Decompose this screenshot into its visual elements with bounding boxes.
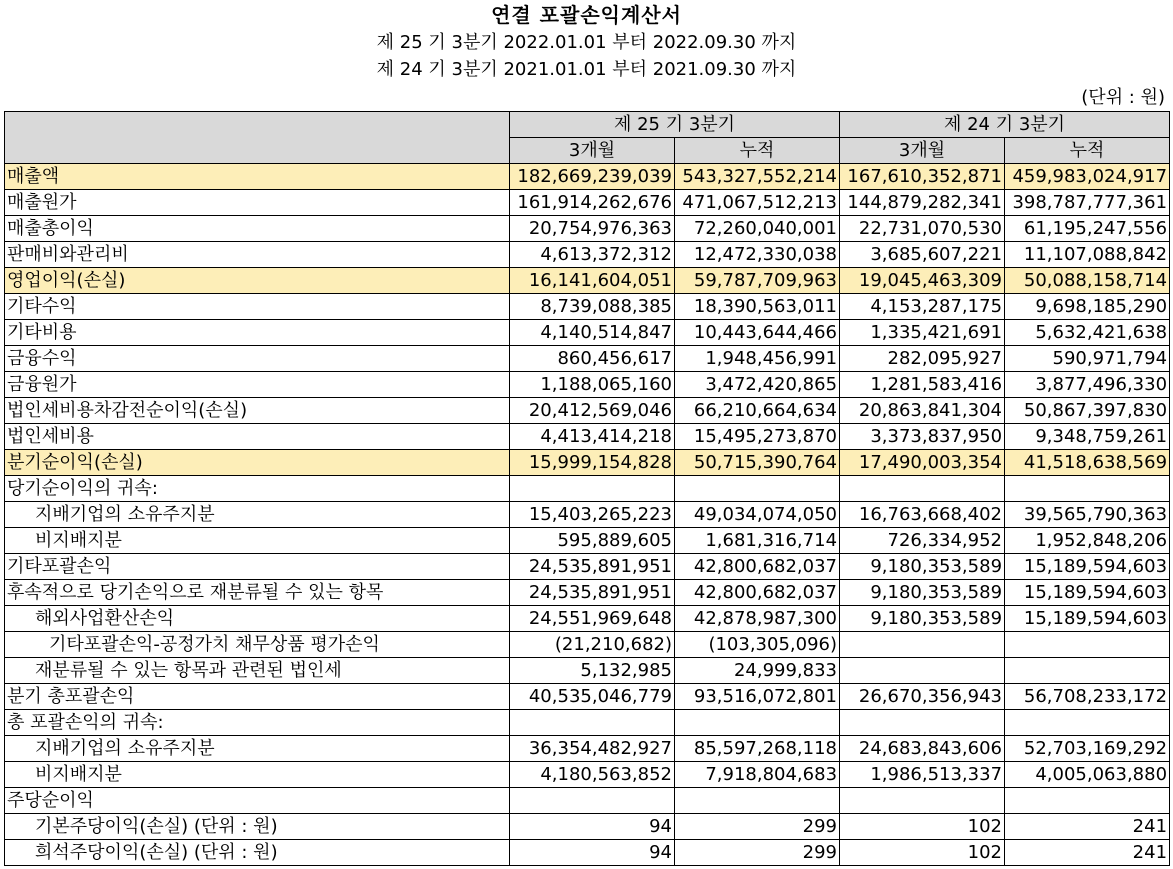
value-prior-3m: 1,986,513,337 [840, 762, 1005, 788]
value-current-cum: 299 [675, 814, 840, 840]
row-label: 총 포괄손익의 귀속: [5, 710, 510, 736]
row-label: 금융원가 [5, 372, 510, 398]
value-prior-cum: 15,189,594,603 [1005, 606, 1170, 632]
value-current-cum: 72,260,040,001 [675, 216, 840, 242]
value-current-cum: 3,472,420,865 [675, 372, 840, 398]
header-current-period: 제 25 기 3분기 [510, 112, 840, 138]
value-current-cum: (103,305,096) [675, 632, 840, 658]
value-current-3m: 4,613,372,312 [510, 242, 675, 268]
value-current-cum: 85,597,268,118 [675, 736, 840, 762]
row-label: 해외사업환산손익 [5, 606, 510, 632]
value-prior-cum: 39,565,790,363 [1005, 502, 1170, 528]
row-label: 법인세비용차감전순이익(손실) [5, 398, 510, 424]
table-row [5, 632, 1170, 658]
row-label: 법인세비용 [5, 424, 510, 450]
table-row [5, 606, 1170, 632]
value-prior-3m: 726,334,952 [840, 528, 1005, 554]
value-prior-3m: 19,045,463,309 [840, 268, 1005, 294]
value-current-cum: 49,034,074,050 [675, 502, 840, 528]
value-current-cum: 24,999,833 [675, 658, 840, 684]
value-prior-cum: 15,189,594,603 [1005, 554, 1170, 580]
value-current-3m: 24,551,969,648 [510, 606, 675, 632]
value-current-3m: 860,456,617 [510, 346, 675, 372]
table-row [5, 190, 1170, 216]
value-prior-cum: 4,005,063,880 [1005, 762, 1170, 788]
table-row [5, 372, 1170, 398]
row-label: 후속적으로 당기손익으로 재분류될 수 있는 항목 [5, 580, 510, 606]
value-current-3m: 5,132,985 [510, 658, 675, 684]
header-prior-cum: 누적 [1005, 138, 1170, 164]
value-current-3m: 24,535,891,951 [510, 554, 675, 580]
table-row [5, 476, 1170, 502]
value-current-cum: 10,443,644,466 [675, 320, 840, 346]
table-row [5, 528, 1170, 554]
row-label: 기본주당이익(손실) (단위 : 원) [5, 814, 510, 840]
value-current-3m: 16,141,604,051 [510, 268, 675, 294]
value-current-cum: 7,918,804,683 [675, 762, 840, 788]
value-current-cum: 42,878,987,300 [675, 606, 840, 632]
value-current-3m: 4,140,514,847 [510, 320, 675, 346]
value-current-cum: 15,495,273,870 [675, 424, 840, 450]
value-current-3m: 595,889,605 [510, 528, 675, 554]
row-label: 분기 총포괄손익 [5, 684, 510, 710]
row-label: 비지배지분 [5, 762, 510, 788]
row-label: 기타포괄손익 [5, 554, 510, 580]
table-row [5, 710, 1170, 736]
value-prior-3m: 1,281,583,416 [840, 372, 1005, 398]
value-current-cum: 299 [675, 840, 840, 866]
table-row [5, 788, 1170, 814]
row-label: 지배기업의 소유주지분 [5, 502, 510, 528]
value-prior-cum: 459,983,024,917 [1005, 164, 1170, 190]
value-current-3m: 15,403,265,223 [510, 502, 675, 528]
table-row [5, 658, 1170, 684]
value-prior-3m: 282,095,927 [840, 346, 1005, 372]
value-current-3m: 20,754,976,363 [510, 216, 675, 242]
value-prior-cum: 15,189,594,603 [1005, 580, 1170, 606]
value-prior-3m [840, 632, 1005, 658]
header-row-1 [5, 112, 1170, 138]
value-current-3m: 1,188,065,160 [510, 372, 675, 398]
value-current-cum: 93,516,072,801 [675, 684, 840, 710]
value-prior-3m: 3,685,607,221 [840, 242, 1005, 268]
value-prior-3m: 144,879,282,341 [840, 190, 1005, 216]
value-prior-cum [1005, 632, 1170, 658]
value-current-3m: 4,413,414,218 [510, 424, 675, 450]
row-label: 매출액 [5, 164, 510, 190]
row-label: 판매비와관리비 [5, 242, 510, 268]
table-row [5, 762, 1170, 788]
value-prior-cum: 41,518,638,569 [1005, 450, 1170, 476]
value-prior-cum: 5,632,421,638 [1005, 320, 1170, 346]
table-row [5, 736, 1170, 762]
income-statement-table [4, 111, 1170, 866]
value-prior-3m: 17,490,003,354 [840, 450, 1005, 476]
value-prior-cum [1005, 788, 1170, 814]
value-prior-3m: 20,863,841,304 [840, 398, 1005, 424]
header-current-cum: 누적 [675, 138, 840, 164]
value-prior-cum: 9,698,185,290 [1005, 294, 1170, 320]
value-current-3m: 94 [510, 840, 675, 866]
value-current-3m: 36,354,482,927 [510, 736, 675, 762]
value-current-3m [510, 476, 675, 502]
value-current-cum: 50,715,390,764 [675, 450, 840, 476]
table-row [5, 450, 1170, 476]
table-row [5, 554, 1170, 580]
value-current-3m: 15,999,154,828 [510, 450, 675, 476]
table-body [5, 164, 1170, 866]
value-prior-cum: 9,348,759,261 [1005, 424, 1170, 450]
table-row [5, 424, 1170, 450]
value-prior-3m: 167,610,352,871 [840, 164, 1005, 190]
value-prior-cum [1005, 710, 1170, 736]
value-current-cum [675, 476, 840, 502]
row-label: 주당순이익 [5, 788, 510, 814]
value-prior-cum: 11,107,088,842 [1005, 242, 1170, 268]
value-current-3m: 24,535,891,951 [510, 580, 675, 606]
value-current-3m [510, 788, 675, 814]
table-row [5, 346, 1170, 372]
value-prior-3m: 24,683,843,606 [840, 736, 1005, 762]
row-label: 매출원가 [5, 190, 510, 216]
value-prior-cum [1005, 658, 1170, 684]
value-prior-cum: 56,708,233,172 [1005, 684, 1170, 710]
value-prior-3m [840, 788, 1005, 814]
value-prior-cum: 50,867,397,830 [1005, 398, 1170, 424]
value-prior-cum: 398,787,777,361 [1005, 190, 1170, 216]
row-label: 기타비용 [5, 320, 510, 346]
value-current-cum: 471,067,512,213 [675, 190, 840, 216]
value-current-3m: 94 [510, 814, 675, 840]
row-label: 영업이익(손실) [5, 268, 510, 294]
table-row [5, 840, 1170, 866]
value-current-cum: 59,787,709,963 [675, 268, 840, 294]
value-current-cum: 18,390,563,011 [675, 294, 840, 320]
value-prior-3m: 4,153,287,175 [840, 294, 1005, 320]
value-prior-3m: 102 [840, 814, 1005, 840]
value-current-cum: 66,210,664,634 [675, 398, 840, 424]
table-row [5, 294, 1170, 320]
value-prior-cum: 590,971,794 [1005, 346, 1170, 372]
row-label: 매출총이익 [5, 216, 510, 242]
header-current-3m: 3개월 [510, 138, 675, 164]
table-row [5, 580, 1170, 606]
header-prior-3m: 3개월 [840, 138, 1005, 164]
value-current-3m: 161,914,262,676 [510, 190, 675, 216]
value-current-3m: 20,412,569,046 [510, 398, 675, 424]
row-label: 당기순이익의 귀속: [5, 476, 510, 502]
value-current-3m: 182,669,239,039 [510, 164, 675, 190]
value-prior-3m [840, 658, 1005, 684]
value-prior-3m: 102 [840, 840, 1005, 866]
value-current-3m: 40,535,046,779 [510, 684, 675, 710]
table-row [5, 320, 1170, 346]
value-prior-cum: 241 [1005, 840, 1170, 866]
value-current-3m: 4,180,563,852 [510, 762, 675, 788]
value-prior-cum: 3,877,496,330 [1005, 372, 1170, 398]
value-prior-3m: 1,335,421,691 [840, 320, 1005, 346]
value-prior-cum: 50,088,158,714 [1005, 268, 1170, 294]
table-row [5, 164, 1170, 190]
row-label: 분기순이익(손실) [5, 450, 510, 476]
table-row [5, 684, 1170, 710]
value-prior-cum: 1,952,848,206 [1005, 528, 1170, 554]
row-label: 비지배지분 [5, 528, 510, 554]
row-label: 희석주당이익(손실) (단위 : 원) [5, 840, 510, 866]
table-row [5, 242, 1170, 268]
value-current-cum: 12,472,330,038 [675, 242, 840, 268]
table-row [5, 216, 1170, 242]
value-current-cum [675, 788, 840, 814]
header-account [5, 112, 510, 164]
value-prior-3m: 16,763,668,402 [840, 502, 1005, 528]
table-row [5, 268, 1170, 294]
value-prior-3m: 22,731,070,530 [840, 216, 1005, 242]
value-prior-cum [1005, 476, 1170, 502]
value-prior-3m: 3,373,837,950 [840, 424, 1005, 450]
table-row [5, 814, 1170, 840]
value-current-cum: 543,327,552,214 [675, 164, 840, 190]
value-current-cum: 1,948,456,991 [675, 346, 840, 372]
value-current-3m: (21,210,682) [510, 632, 675, 658]
period-prior: 제 24 기 3분기 2021.01.01 부터 2021.09.30 까지 [376, 59, 797, 80]
table-row [5, 398, 1170, 424]
row-label: 재분류될 수 있는 항목과 관련된 법인세 [5, 658, 510, 684]
value-prior-3m: 9,180,353,589 [840, 580, 1005, 606]
value-current-cum: 1,681,316,714 [675, 528, 840, 554]
value-prior-cum: 61,195,247,556 [1005, 216, 1170, 242]
value-prior-3m: 9,180,353,589 [840, 606, 1005, 632]
value-current-cum: 42,800,682,037 [675, 580, 840, 606]
table-row [5, 502, 1170, 528]
value-prior-cum: 52,703,169,292 [1005, 736, 1170, 762]
value-prior-3m [840, 476, 1005, 502]
value-prior-3m: 26,670,356,943 [840, 684, 1005, 710]
unit-label: (단위 : 원) [1081, 87, 1165, 108]
value-current-cum [675, 710, 840, 736]
row-label: 기타포괄손익-공정가치 채무상품 평가손익 [5, 632, 510, 658]
header-prior-period: 제 24 기 3분기 [840, 112, 1170, 138]
row-label: 지배기업의 소유주지분 [5, 736, 510, 762]
value-current-3m: 8,739,088,385 [510, 294, 675, 320]
period-current: 제 25 기 3분기 2022.01.01 부터 2022.09.30 까지 [376, 32, 797, 53]
value-prior-3m [840, 710, 1005, 736]
statement-title: 연결 포괄손익계산서 [491, 3, 682, 27]
value-current-3m [510, 710, 675, 736]
value-current-cum: 42,800,682,037 [675, 554, 840, 580]
value-prior-3m: 9,180,353,589 [840, 554, 1005, 580]
value-prior-cum: 241 [1005, 814, 1170, 840]
row-label: 기타수익 [5, 294, 510, 320]
row-label: 금융수익 [5, 346, 510, 372]
